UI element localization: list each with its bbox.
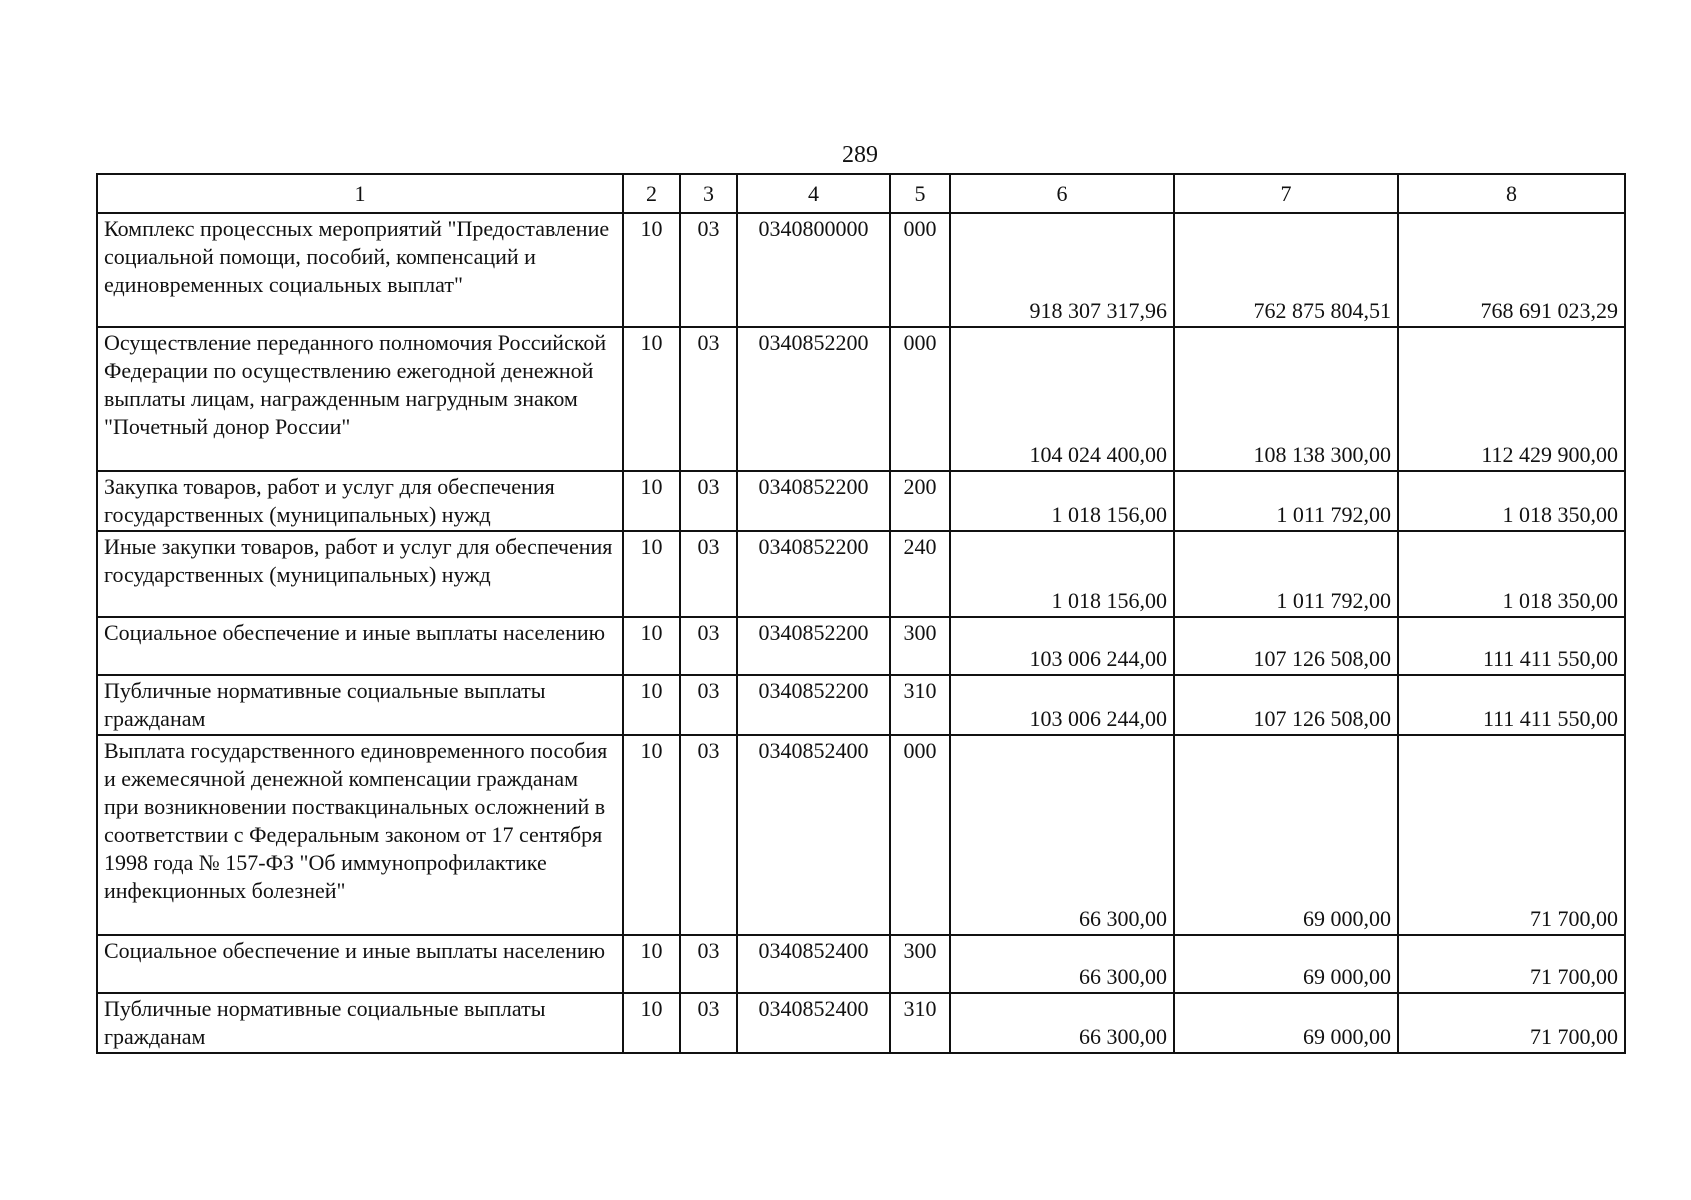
amount-col-8: 1 018 350,00 xyxy=(1398,531,1625,617)
subsection-code: 03 xyxy=(680,993,737,1053)
amount-col-6: 1 018 156,00 xyxy=(950,471,1174,531)
table-row xyxy=(97,617,1625,675)
amount-col-8: 112 429 900,00 xyxy=(1398,327,1625,471)
section-code: 10 xyxy=(623,531,680,617)
target-article-code: 0340852200 xyxy=(737,675,890,735)
subsection-code: 03 xyxy=(680,617,737,675)
expense-name: Комплекс процессных мероприятий "Предоставление социальной помощи, пособий, компенсаций и единовременных социальных выплат" xyxy=(97,213,623,327)
section-code: 10 xyxy=(623,993,680,1053)
target-article-code: 0340852400 xyxy=(737,935,890,993)
subsection-code: 03 xyxy=(680,531,737,617)
amount-col-7: 107 126 508,00 xyxy=(1174,675,1398,735)
expense-name: Выплата государственного единовременного пособия и ежемесячной денежной компенсации гражданам при возникновении поствакцинальных осложнений в соответствии с Федеральным законом от 17 сентября 1998 года № 157-ФЗ "Об иммунопрофилактике инфекционных болезней" xyxy=(97,735,623,935)
subsection-code: 03 xyxy=(680,675,737,735)
amount-col-6: 66 300,00 xyxy=(950,993,1174,1053)
section-code: 10 xyxy=(623,213,680,327)
subsection-code: 03 xyxy=(680,935,737,993)
expense-name: Осуществление переданного полномочия Российской Федерации по осуществлению ежегодной денежной выплаты лицам, награжденным нагрудным знаком "Почетный донор России" xyxy=(97,327,623,471)
table-row xyxy=(97,213,1625,327)
target-article-code: 0340852200 xyxy=(737,617,890,675)
subsection-code: 03 xyxy=(680,213,737,327)
subsection-code: 03 xyxy=(680,735,737,935)
amount-col-6: 104 024 400,00 xyxy=(950,327,1174,471)
expense-type-code: 240 xyxy=(890,531,950,617)
section-code: 10 xyxy=(623,735,680,935)
amount-col-6: 66 300,00 xyxy=(950,735,1174,935)
amount-col-6: 103 006 244,00 xyxy=(950,675,1174,735)
table-row xyxy=(97,735,1625,935)
section-code: 10 xyxy=(623,617,680,675)
expense-name: Иные закупки товаров, работ и услуг для обеспечения государственных (муниципальных) нужд xyxy=(97,531,623,617)
section-code: 10 xyxy=(623,675,680,735)
expense-name: Публичные нормативные социальные выплаты гражданам xyxy=(97,675,623,735)
table-row xyxy=(97,993,1625,1053)
amount-col-6: 66 300,00 xyxy=(950,935,1174,993)
expense-type-code: 200 xyxy=(890,471,950,531)
page-number: 289 xyxy=(842,142,878,168)
target-article-code: 0340852200 xyxy=(737,531,890,617)
section-code: 10 xyxy=(623,935,680,993)
amount-col-8: 768 691 023,29 xyxy=(1398,213,1625,327)
column-header: 7 xyxy=(1174,174,1398,213)
table-row xyxy=(97,327,1625,471)
expense-type-code: 300 xyxy=(890,935,950,993)
expense-type-code: 310 xyxy=(890,993,950,1053)
column-header: 1 xyxy=(97,174,623,213)
table-row xyxy=(97,935,1625,993)
amount-col-6: 918 307 317,96 xyxy=(950,213,1174,327)
column-header: 3 xyxy=(680,174,737,213)
target-article-code: 0340852400 xyxy=(737,993,890,1053)
column-header: 5 xyxy=(890,174,950,213)
column-header: 6 xyxy=(950,174,1174,213)
amount-col-8: 111 411 550,00 xyxy=(1398,617,1625,675)
table-row xyxy=(97,675,1625,735)
expense-name: Социальное обеспечение и иные выплаты населению xyxy=(97,935,623,993)
amount-col-8: 71 700,00 xyxy=(1398,935,1625,993)
section-code: 10 xyxy=(623,471,680,531)
amount-col-7: 107 126 508,00 xyxy=(1174,617,1398,675)
amount-col-8: 71 700,00 xyxy=(1398,993,1625,1053)
column-header: 2 xyxy=(623,174,680,213)
amount-col-8: 71 700,00 xyxy=(1398,735,1625,935)
section-code: 10 xyxy=(623,327,680,471)
amount-col-7: 762 875 804,51 xyxy=(1174,213,1398,327)
expense-type-code: 000 xyxy=(890,213,950,327)
amount-col-6: 1 018 156,00 xyxy=(950,531,1174,617)
budget-table xyxy=(96,173,1626,1054)
table-row xyxy=(97,531,1625,617)
column-header: 4 xyxy=(737,174,890,213)
expense-name: Социальное обеспечение и иные выплаты населению xyxy=(97,617,623,675)
amount-col-8: 111 411 550,00 xyxy=(1398,675,1625,735)
amount-col-7: 1 011 792,00 xyxy=(1174,531,1398,617)
amount-col-7: 108 138 300,00 xyxy=(1174,327,1398,471)
amount-col-7: 69 000,00 xyxy=(1174,935,1398,993)
subsection-code: 03 xyxy=(680,471,737,531)
expense-type-code: 300 xyxy=(890,617,950,675)
target-article-code: 0340852200 xyxy=(737,327,890,471)
header-row xyxy=(97,174,1625,213)
amount-col-7: 69 000,00 xyxy=(1174,993,1398,1053)
expense-name: Закупка товаров, работ и услуг для обеспечения государственных (муниципальных) нужд xyxy=(97,471,623,531)
table-row xyxy=(97,471,1625,531)
target-article-code: 0340852400 xyxy=(737,735,890,935)
amount-col-7: 1 011 792,00 xyxy=(1174,471,1398,531)
amount-col-8: 1 018 350,00 xyxy=(1398,471,1625,531)
expense-type-code: 000 xyxy=(890,735,950,935)
subsection-code: 03 xyxy=(680,327,737,471)
expense-name: Публичные нормативные социальные выплаты гражданам xyxy=(97,993,623,1053)
amount-col-7: 69 000,00 xyxy=(1174,735,1398,935)
amount-col-6: 103 006 244,00 xyxy=(950,617,1174,675)
target-article-code: 0340800000 xyxy=(737,213,890,327)
expense-type-code: 310 xyxy=(890,675,950,735)
expense-type-code: 000 xyxy=(890,327,950,471)
column-header: 8 xyxy=(1398,174,1625,213)
target-article-code: 0340852200 xyxy=(737,471,890,531)
